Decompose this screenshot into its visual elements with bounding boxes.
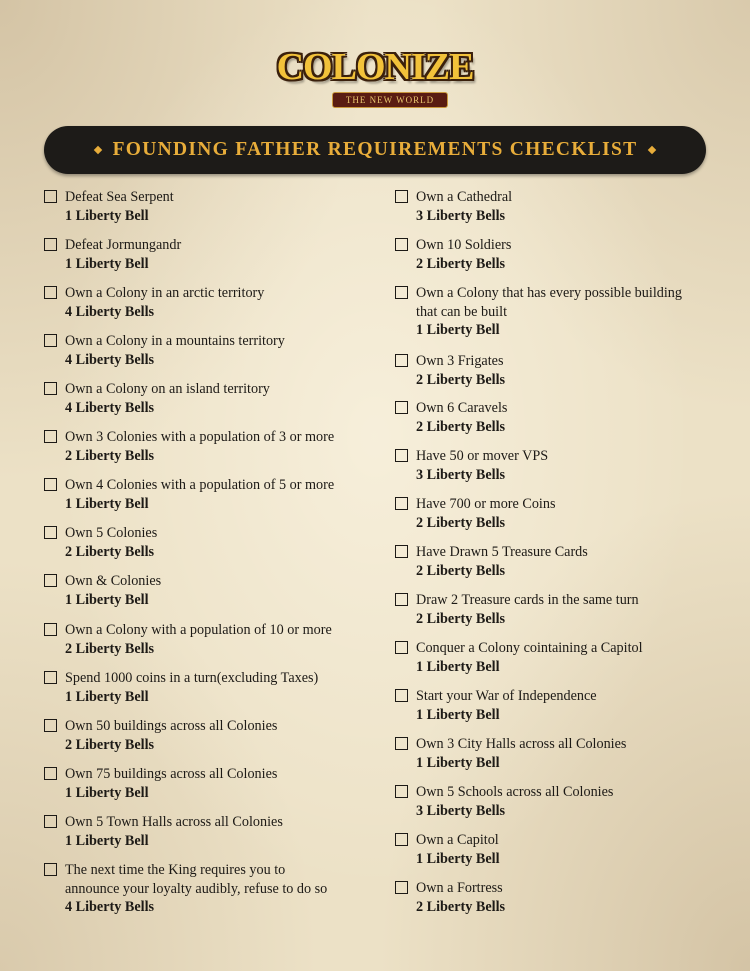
requirement-text: Own 50 buildings across all Colonies bbox=[65, 718, 278, 734]
liberty-bell-reward: 3 Liberty Bells bbox=[416, 802, 506, 819]
checkbox[interactable] bbox=[44, 190, 57, 203]
checklist-item-text bbox=[416, 399, 507, 436]
checklist-item-text bbox=[416, 879, 505, 916]
liberty-bell-reward: 1 Liberty Bell bbox=[65, 207, 149, 224]
colonize-logo bbox=[0, 44, 750, 112]
requirement-text: Spend 1000 coins in a turn(excluding Taxes) bbox=[65, 670, 319, 686]
requirement-text: Own 10 Soldiers bbox=[416, 237, 512, 253]
checkbox[interactable] bbox=[44, 238, 57, 251]
checklist-item-text bbox=[65, 765, 277, 802]
requirement-text: Own 6 Caravels bbox=[416, 400, 508, 416]
checklist-item-text bbox=[416, 284, 682, 340]
liberty-bell-reward: 1 Liberty Bell bbox=[65, 832, 149, 849]
checklist-item-text bbox=[416, 591, 639, 628]
checklist-item-text bbox=[416, 188, 512, 225]
requirement-text: Own a Fortress bbox=[416, 880, 503, 896]
checklist-item-text bbox=[65, 476, 334, 513]
requirement-text: Own a Colony in a mountains territory bbox=[65, 333, 285, 349]
checkbox[interactable] bbox=[44, 334, 57, 347]
requirement-text: Own 5 Schools across all Colonies bbox=[416, 784, 614, 800]
liberty-bell-reward: 2 Liberty Bells bbox=[416, 255, 506, 272]
liberty-bell-reward: 4 Liberty Bells bbox=[65, 899, 155, 915]
checkbox[interactable] bbox=[44, 478, 57, 491]
checkbox[interactable] bbox=[44, 286, 57, 299]
liberty-bell-reward: 1 Liberty Bell bbox=[416, 658, 500, 675]
liberty-bell-reward: 2 Liberty Bells bbox=[416, 610, 506, 627]
checklist-item-text bbox=[416, 352, 505, 389]
requirement-text: Own 75 buildings across all Colonies bbox=[65, 766, 278, 782]
requirement-text: Draw 2 Treasure cards in the same turn bbox=[416, 592, 639, 608]
liberty-bell-reward: 2 Liberty Bells bbox=[416, 418, 506, 435]
checklist-item-text bbox=[65, 524, 157, 561]
checkbox[interactable] bbox=[44, 574, 57, 587]
requirement-text: announce your loyalty audibly, refuse to do so bbox=[65, 880, 328, 897]
liberty-bell-reward: 1 Liberty Bell bbox=[416, 754, 500, 771]
requirement-text: Own 4 Colonies with a population of 5 or more bbox=[65, 477, 335, 493]
requirement-text: Own a Colony with a population of 10 or more bbox=[65, 622, 332, 638]
requirement-text: Conquer a Colony cointaining a Capitol bbox=[416, 640, 643, 656]
diamond-ornament-icon bbox=[648, 146, 656, 154]
liberty-bell-reward: 1 Liberty Bell bbox=[65, 688, 149, 705]
checkbox[interactable] bbox=[44, 719, 57, 732]
checklist-item-text bbox=[416, 831, 500, 868]
checklist-item-text bbox=[65, 428, 334, 465]
requirement-text: Own 5 Town Halls across all Colonies bbox=[65, 814, 283, 830]
checkbox[interactable] bbox=[395, 833, 408, 846]
liberty-bell-reward: 4 Liberty Bells bbox=[65, 351, 155, 368]
requirement-text: Own 5 Colonies bbox=[65, 525, 158, 541]
checklist-item-text bbox=[416, 639, 643, 676]
liberty-bell-reward: 2 Liberty Bells bbox=[416, 898, 506, 915]
requirement-text: Have 50 or mover VPS bbox=[416, 448, 549, 464]
checkbox[interactable] bbox=[44, 671, 57, 684]
liberty-bell-reward: 1 Liberty Bell bbox=[416, 706, 500, 723]
liberty-bell-reward: 4 Liberty Bells bbox=[65, 303, 155, 320]
requirement-text: Have Drawn 5 Treasure Cards bbox=[416, 544, 588, 560]
liberty-bell-reward: 1 Liberty Bell bbox=[65, 255, 149, 272]
liberty-bell-reward: 1 Liberty Bell bbox=[416, 322, 500, 338]
checkbox[interactable] bbox=[395, 401, 408, 414]
checklist-item-text bbox=[416, 447, 548, 484]
requirement-text: Own a Cathedral bbox=[416, 189, 513, 205]
requirement-text: Defeat Sea Serpent bbox=[65, 189, 174, 205]
checklist-item-text bbox=[65, 813, 283, 850]
checklist-item-text bbox=[65, 284, 264, 321]
checkbox[interactable] bbox=[395, 689, 408, 702]
checkbox[interactable] bbox=[44, 526, 57, 539]
checkbox[interactable] bbox=[395, 593, 408, 606]
liberty-bell-reward: 4 Liberty Bells bbox=[65, 399, 155, 416]
checklist-item-text bbox=[65, 236, 181, 273]
requirement-text: that can be built bbox=[416, 303, 508, 320]
liberty-bell-reward: 2 Liberty Bells bbox=[65, 736, 155, 753]
liberty-bell-reward: 3 Liberty Bells bbox=[416, 207, 506, 224]
liberty-bell-reward: 1 Liberty Bell bbox=[416, 850, 500, 867]
checklist-item-text bbox=[416, 687, 597, 724]
requirement-text: Own a Colony on an island territory bbox=[65, 381, 270, 397]
logo-subtitle: THE NEW WORLD bbox=[332, 92, 448, 108]
liberty-bell-reward: 2 Liberty Bells bbox=[65, 640, 155, 657]
checklist-item-text bbox=[65, 380, 270, 417]
liberty-bell-reward: 2 Liberty Bells bbox=[416, 514, 506, 531]
checklist-item-text bbox=[65, 621, 332, 658]
liberty-bell-reward: 2 Liberty Bells bbox=[416, 371, 506, 388]
requirement-text: Own & Colonies bbox=[65, 573, 162, 589]
requirement-text: Own a Capitol bbox=[416, 832, 499, 848]
checkbox[interactable] bbox=[395, 737, 408, 750]
diamond-ornament-icon bbox=[93, 146, 101, 154]
requirement-text: Have 700 or more Coins bbox=[416, 496, 556, 512]
page-title: FOUNDING FATHER REQUIREMENTS CHECKLIST bbox=[112, 139, 638, 160]
checklist-item-text bbox=[416, 236, 511, 273]
checkbox[interactable] bbox=[44, 430, 57, 443]
checkbox[interactable] bbox=[44, 623, 57, 636]
checkbox[interactable] bbox=[395, 238, 408, 251]
checkbox[interactable] bbox=[44, 767, 57, 780]
checkbox[interactable] bbox=[395, 190, 408, 203]
requirement-text: Own 3 City Halls across all Colonies bbox=[416, 736, 627, 752]
liberty-bell-reward: 1 Liberty Bell bbox=[65, 495, 149, 512]
checkbox[interactable] bbox=[395, 449, 408, 462]
requirement-text: Own 3 Frigates bbox=[416, 353, 504, 369]
requirement-text: The next time the King requires you to bbox=[65, 862, 286, 878]
checklist-item-text bbox=[416, 783, 613, 820]
checkbox[interactable] bbox=[395, 545, 408, 558]
liberty-bell-reward: 3 Liberty Bells bbox=[416, 466, 506, 483]
checklist-item-text bbox=[65, 861, 327, 917]
logo-title: COLONIZE bbox=[276, 46, 474, 88]
liberty-bell-reward: 2 Liberty Bells bbox=[65, 447, 155, 464]
checklist-item-text bbox=[65, 332, 285, 369]
checkbox[interactable] bbox=[395, 641, 408, 654]
requirement-text: Start your War of Independence bbox=[416, 688, 597, 704]
liberty-bell-reward: 1 Liberty Bell bbox=[65, 784, 149, 801]
checklist-item-text bbox=[416, 495, 556, 532]
checkbox[interactable] bbox=[44, 382, 57, 395]
checklist-item-text bbox=[416, 543, 588, 580]
checklist-item-text bbox=[65, 188, 174, 225]
liberty-bell-reward: 2 Liberty Bells bbox=[416, 562, 506, 579]
checklist-item-text bbox=[65, 572, 161, 609]
checkbox[interactable] bbox=[395, 881, 408, 894]
checkbox[interactable] bbox=[44, 863, 57, 876]
title-banner bbox=[44, 126, 706, 174]
requirement-text: Own a Colony in an arctic territory bbox=[65, 285, 265, 301]
liberty-bell-reward: 2 Liberty Bells bbox=[65, 543, 155, 560]
checkbox[interactable] bbox=[395, 497, 408, 510]
checklist-item-text bbox=[65, 717, 277, 754]
requirement-text: Defeat Jormungandr bbox=[65, 237, 182, 253]
checklist-item-text bbox=[65, 669, 318, 706]
checkbox[interactable] bbox=[44, 815, 57, 828]
checklist-item-text bbox=[416, 735, 626, 772]
checkbox[interactable] bbox=[395, 785, 408, 798]
requirement-text: Own a Colony that has every possible building bbox=[416, 285, 682, 301]
checkbox[interactable] bbox=[395, 354, 408, 367]
liberty-bell-reward: 1 Liberty Bell bbox=[65, 591, 149, 608]
requirement-text: Own 3 Colonies with a population of 3 or more bbox=[65, 429, 335, 445]
checkbox[interactable] bbox=[395, 286, 408, 299]
